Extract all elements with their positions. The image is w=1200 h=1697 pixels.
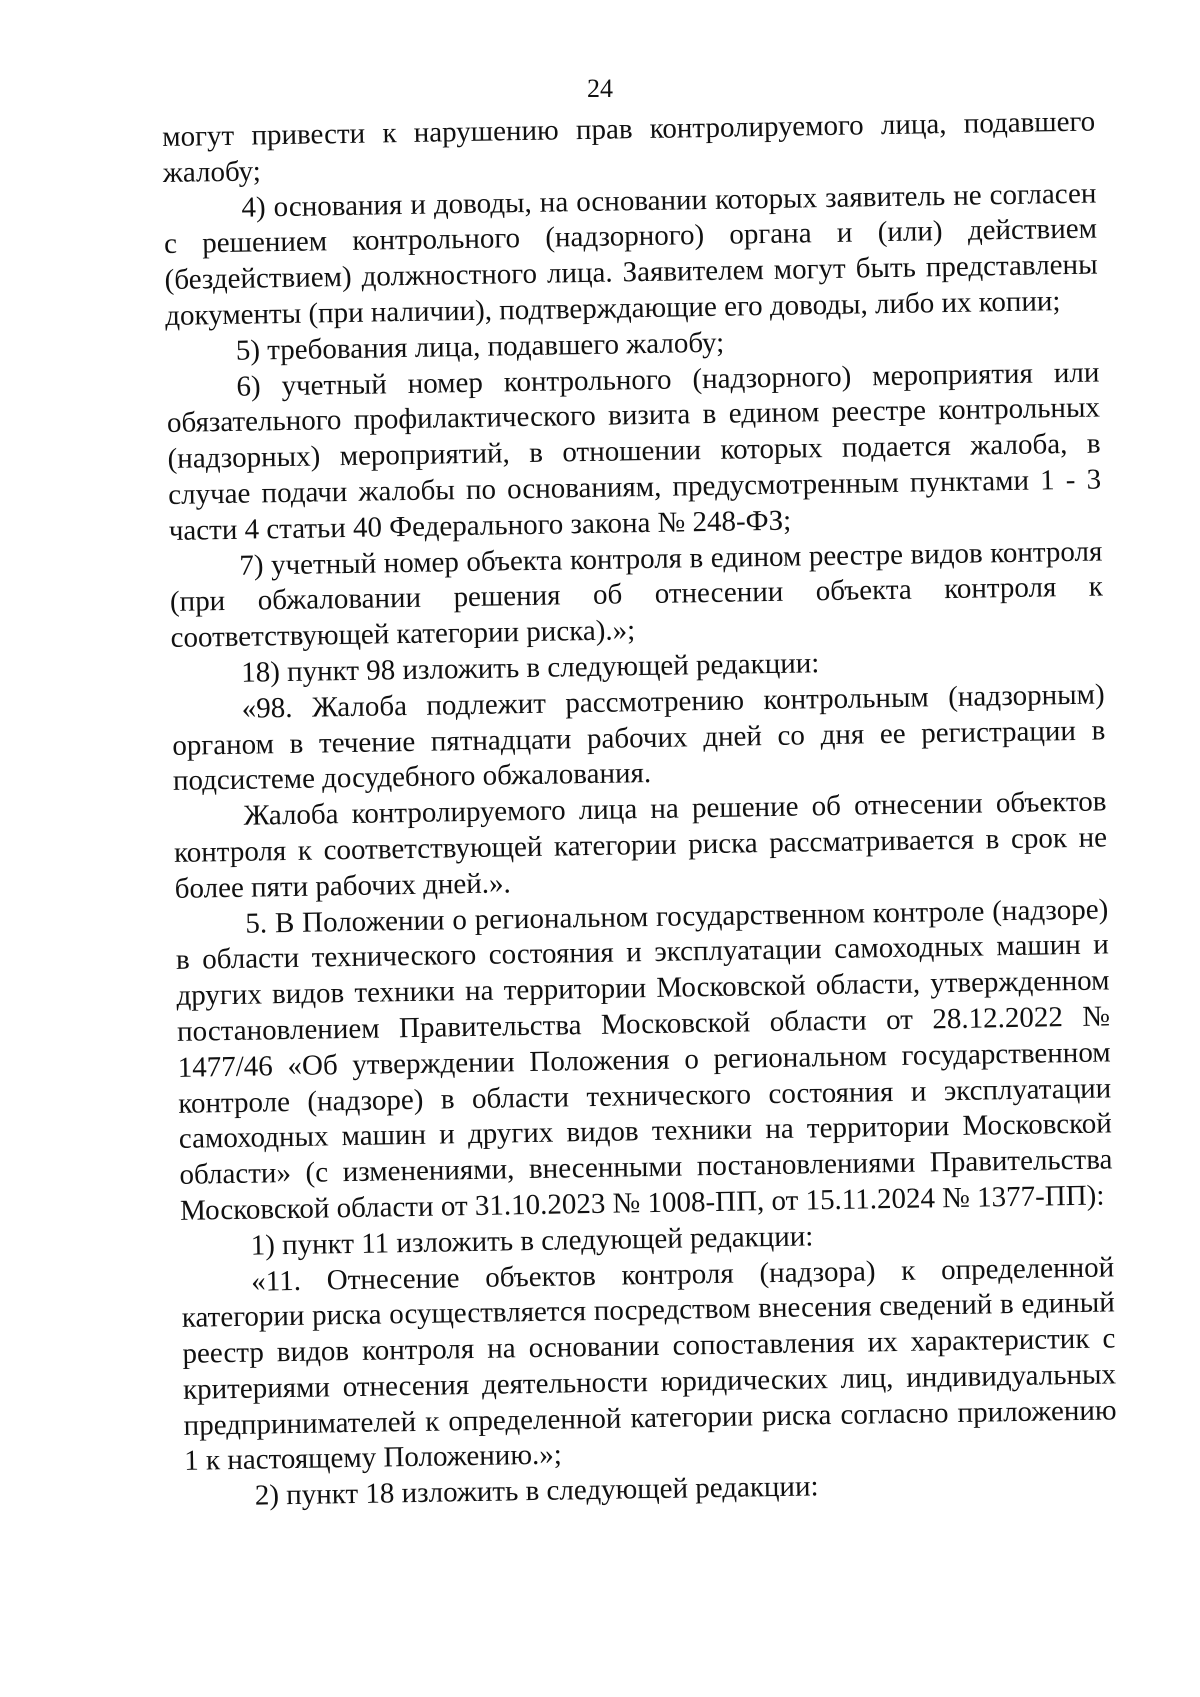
paragraph-item-7: 7) учетный номер объекта контроля в едином реестре видов контроля (при обжаловании решения об отнесении объекта контроля к соответствующей категории риска).»; [169,535,1104,655]
paragraph-sub-item-2: 2) пункт 18 изложить в следующей редакции: [254,1470,819,1512]
document-body [162,105,1118,1516]
paragraph-sub-item-1: 1) пункт 11 изложить в следующей редакции: [250,1220,814,1262]
paragraph-item-4: 4) основания и доводы, на основании которых заявитель не согласен с решением контрольного (надзорного) органа и (или) действием (бездействием) должностного лица. Заявителем могут быть представлены документы (при наличии), подтверждающие его доводы, либо их копии; [163,177,1098,332]
paragraph-point-11: «11. Отнесение объектов контроля (надзора) к определенной категории риска осуществляется посредством внесения сведений в единый реестр видов контроля на основании сопоставления их характеристик с критериями отнесения деятельности юридических лиц, индивидуальных предпринимателей к определенной категории риска согласно приложению 1 к настоящему Положению.»; [181,1250,1117,1478]
paragraph-item-18: 18) пункт 98 изложить в следующей редакции: [240,647,820,689]
paragraph-item-6: 6) учетный номер контрольного (надзорного) мероприятия или обязательного профилактического визита в едином реестре контрольных (надзорных) мероприятий, в отношении которых подается жалоба, в случае подачи жалобы по основаниям, предусмотренным пунктами 1 - 3 части 4 статьи 40 Федерального закона № 248-ФЗ; [166,356,1102,547]
paragraph-complaint-term: Жалоба контролируемого лица на решение об отнесении объектов контроля к соответствующей категории риска рассматривается в срок не более пяти рабочих дней.». [173,785,1108,905]
paragraph-continuation: могут привести к нарушению прав контролируемого лица, подавшего жалобу; [162,105,1096,189]
paragraph-point-98: «98. Жалоба подлежит рассмотрению контрольным (надзорным) органом в течение пятнадцати рабочих дней со дня ее регистрации в подсистеме досудебного обжалования. [172,678,1106,798]
paragraph-section-5: 5. В Положении о региональном государственном контроле (надзоре) в области технического состояния и эксплуатации самоходных машин и других видов техники на территории Московской области, утвержденном постановлением Правительства Московской области от 28.12.2022 № 1477/46 «Об утверждении Положения о региональном государственном контроле (надзоре) в области технического состояния и эксплуатации самоходных машин и других видов техники на территории Московской области» (с изменениями, внесенными постановлениями Правительства Московской области от 31.10.2023 № 1008-ПП, от 15.11.2024 № 1377-ПП): [175,892,1113,1227]
paragraph-item-5: 5) требования лица, подавшего жалобу; [235,326,725,367]
page-number: 24 [587,74,613,103]
